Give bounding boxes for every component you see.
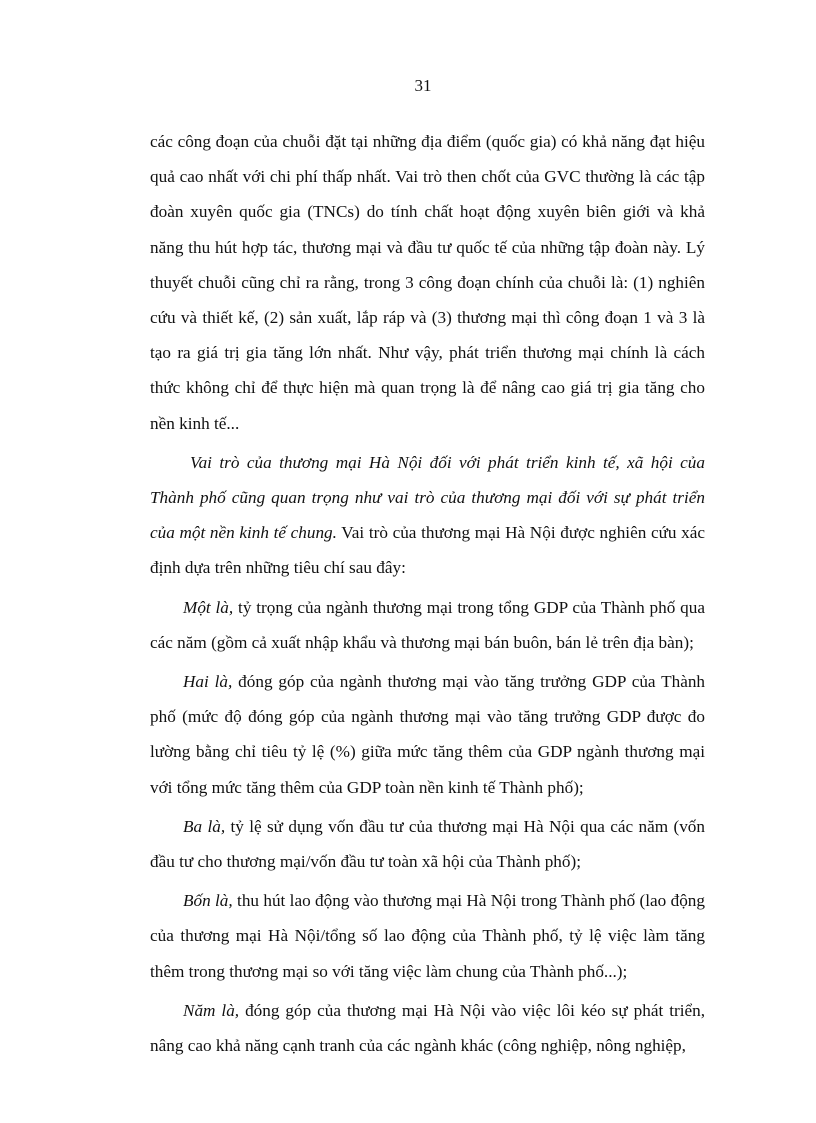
criterion-text: tỷ lệ sử dụng vốn đầu tư của thương mại Hà Nội qua các năm (vốn đầu tư cho thương mại/vốn đầu tư toàn xã hội của Thành phố); — [150, 816, 705, 872]
criterion-text: đóng góp của thương mại Hà Nội vào việc lôi kéo sự phát triển, nâng cao khả năng cạnh tranh của các ngành khác (công nghiệp, nông nghiệp, — [150, 1000, 705, 1056]
criterion-text: tỷ trọng của ngành thương mại trong tổng GDP của Thành phố qua các năm (gồm cả xuất nhập khẩu và thương mại bán buôn, bán lẻ trên địa bàn); — [150, 597, 705, 652]
paragraph-hanoi-trade-role — [150, 445, 705, 586]
criterion-text: thu hút lao động vào thương mại Hà Nội trong Thành phố (lao động của thương mại Hà Nội/tổng số lao động của Thành phố, tỷ lệ việc làm tăng thêm trong thương mại so với tăng việc làm chung của Thành phố...); — [150, 891, 705, 981]
criterion-text: đóng góp của ngành thương mại vào tăng trưởng GDP của Thành phố (mức độ đóng góp của ngành thương mại vào tăng trưởng GDP được đo lường bằng chỉ tiêu tỷ lệ (%) giữa mức tăng thêm của GDP ngành thương mại với tổng mức tăng thêm của GDP toàn nền kinh tế Thành phố); — [150, 672, 706, 797]
criterion-lead: Hai là, — [183, 672, 233, 692]
criterion-lead: Một là, — [183, 597, 234, 617]
italic-lead-text: Vai trò của thương mại Hà Nội đối với phát triển kinh tế, xã hội của Thành phố cũng quan trọng như vai trò của thương mại đối với sự phát triển của một nền kinh tế chung. — [150, 452, 705, 543]
criterion-five — [150, 993, 705, 1063]
criterion-two — [150, 664, 705, 805]
page-number: 31 — [414, 76, 432, 95]
criterion-three — [150, 809, 705, 879]
paragraph-gvc-role: các công đoạn của chuỗi đặt tại những địa điểm (quốc gia) có khả năng đạt hiệu quả cao nhất với chi phí thấp nhất. Vai trò then chốt của GVC thường là các tập đoàn xuyên quốc gia (TNCs) do tính chất hoạt động xuyên biên giới và khả năng thu hút hợp tác, thương mại và đầu tư quốc tế của những tập đoàn này. Lý thuyết chuỗi cũng chỉ ra rằng, trong 3 công đoạn chính của chuỗi là: (1) nghiên cứu và thiết kế, (2) sản xuất, lắp ráp và (3) thương mại thì công đoạn 1 và 3 là tạo ra giá trị gia tăng lớn nhất. Như vậy, phát triển thương mại chính là cách thức không chỉ để thực hiện mà quan trọng là để nâng cao giá trị gia tăng cho nền kinh tế... — [150, 132, 705, 433]
criterion-lead: Bốn là, — [183, 891, 233, 911]
paragraph-text: Vai trò của thương mại Hà Nội được nghiên cứu xác định dựa trên những tiêu chí sau đây: — [150, 523, 705, 578]
criterion-one — [150, 590, 705, 660]
body-text — [150, 124, 705, 1063]
criterion-lead: Năm là, — [183, 1000, 240, 1020]
criterion-lead: Ba là, — [183, 816, 226, 836]
criterion-four — [150, 883, 705, 989]
